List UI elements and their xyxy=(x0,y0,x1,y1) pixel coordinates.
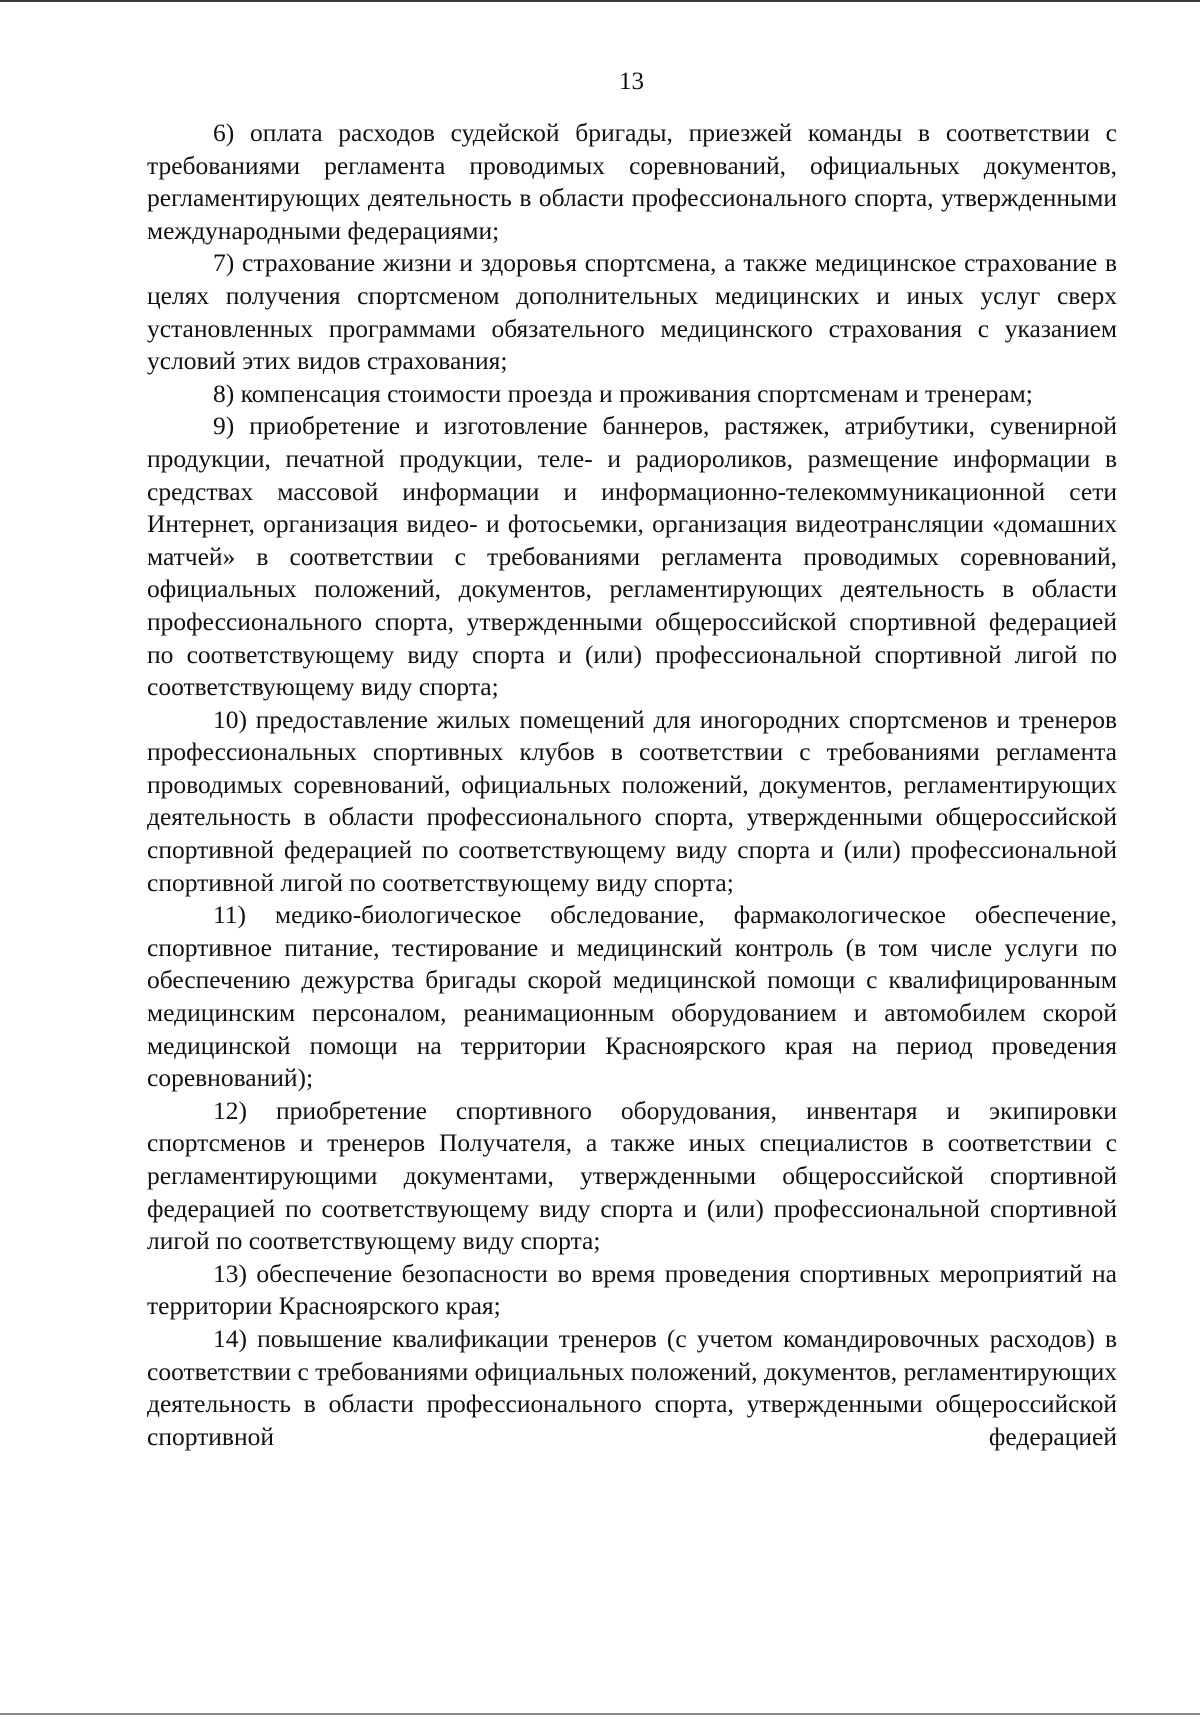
page-number: 13 xyxy=(619,68,644,95)
top-scan-edge xyxy=(0,0,1200,2)
list-item-7: 7) страхование жизни и здоровья спортсмена, а также медицинское страхование в целях получения спортсменом дополнительных медицинских и иных услуг сверх установленных программами обязательного медицинского страхования с указанием условий этих видов страхования; xyxy=(147,248,1117,376)
list-item-13: 13) обеспечение безопасности во время проведения спортивных мероприятий на территории Красноярского края; xyxy=(147,1258,1117,1321)
list-item-11: 11) медико-биологическое обследование, фармакологическое обеспечение, спортивное питание, тестирование и медицинский контроль (в том числе услуги по обеспечению дежурства бригады скорой медицинской помощи с квалифицированным медицинским персоналом, реанимационным оборудованием и автомобилем скорой медицинской помощи на территории Красноярского края на период проведения соревнований); xyxy=(147,900,1117,1093)
list-item-6: 6) оплата расходов судейской бригады, приезжей команды в соответствии с требованиями регламента проводимых соревнований, официальных документов, регламентирующих деятельность в области профессионального спорта, утвержденными международными федерациями; xyxy=(147,118,1117,245)
bottom-scan-edge xyxy=(0,1713,1200,1715)
list-item-8: 8) компенсация стоимости проезда и проживания спортсменам и тренерам; xyxy=(213,378,1033,408)
list-item-12: 12) приобретение спортивного оборудования, инвентаря и экипировки спортсменов и тренеров Получателя, а также иных специалистов в соответствии с регламентирующими документами, утвержденными общероссийской спортивной федерацией по соответствующему виду спорта и (или) профессиональной спортивной лигой по соответствующему виду спорта; xyxy=(147,1095,1117,1256)
list-item-9: 9) приобретение и изготовление баннеров, растяжек, атрибутики, сувенирной продукции, печатной продукции, теле- и радиороликов, размещение информации в средствах массовой информации и информационно-телекоммуникационной сети Интернет, организация видео- и фотосьемки, организация видеотрансляции «домашних матчей» в соответствии с требованиями регламента проводимых соревнований, официальных положений, документов, регламентирующих деятельность в области профессионального спорта, утвержденными общероссийской спортивной федерацией по соответствующему виду спорта и (или) профессиональной спортивной лигой по соответствующему виду спорта; xyxy=(147,411,1117,702)
list-item-14: 14) повышение квалификации тренеров (с учетом командировочных расходов) в соответствии с требованиями официальных положений, документов, регламентирующих деятельность в области профессионального спорта, утвержденными общероссийской спортивной федерацией xyxy=(147,1323,1117,1451)
document-body xyxy=(147,117,1117,1453)
list-item-10: 10) предоставление жилых помещений для иногородних спортсменов и тренеров профессиональных спортивных клубов в соответствии с требованиями регламента проводимых соревнований, официальных положений, документов, регламентирующих деятельность в области профессионального спорта, утвержденными общероссийской спортивной федерацией по соответствующему виду спорта и (или) профессиональной спортивной лигой по соответствующему виду спорта; xyxy=(147,704,1117,897)
